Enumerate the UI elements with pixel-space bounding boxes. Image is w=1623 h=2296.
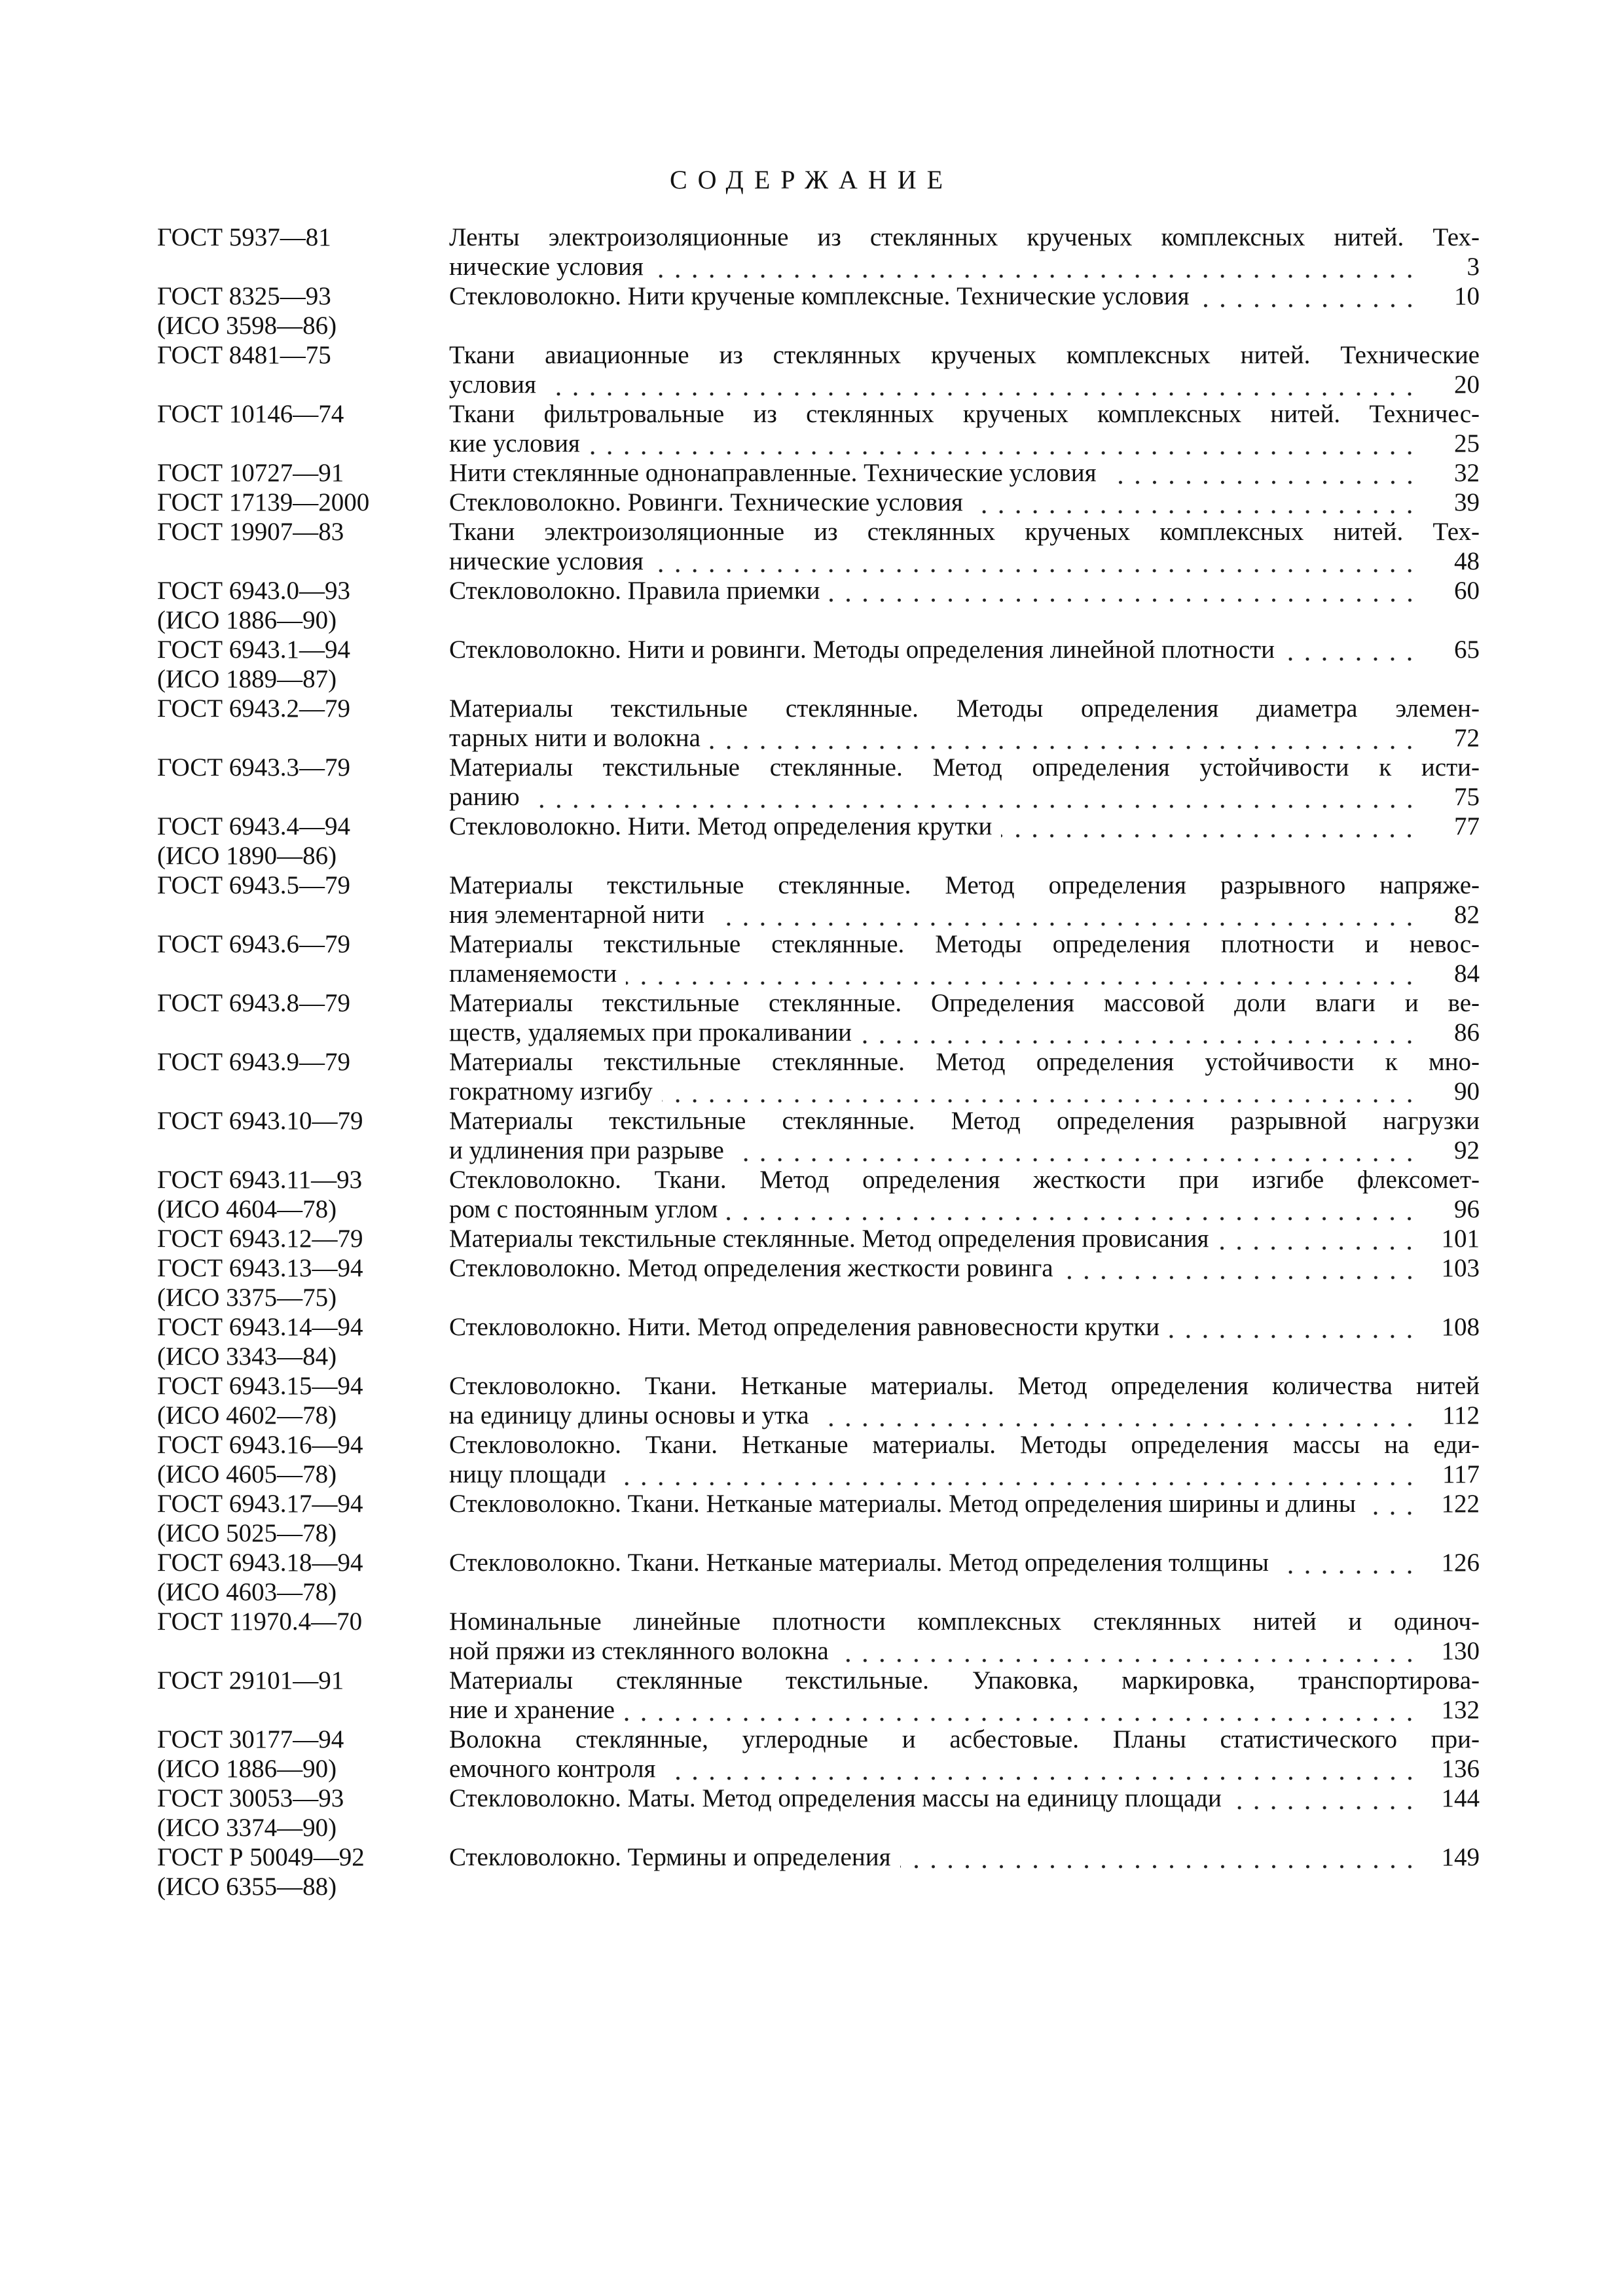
page-number: 132 [1441,1696,1480,1724]
dot-leader [727,1194,1418,1224]
page-number: 101 [1441,1225,1480,1253]
iso-equivalent: (ИСО 4603—78) [157,1578,337,1606]
standard-number: ГОСТ 6943.17—94 [157,1490,363,1518]
entry-title [449,340,1480,399]
page-number: 39 [1454,488,1480,516]
title-line: Материалы текстильные стеклянные. Методы определения диаметра элемен- [449,694,1480,723]
iso-equivalent: (ИСО 5025—78) [157,1519,337,1547]
standard-codes [157,1725,449,1784]
standard-codes [157,1842,449,1901]
entry-title [449,1784,1480,1813]
page-number: 65 [1454,636,1480,664]
dot-leader [653,252,1418,281]
entry-title [449,1047,1480,1106]
title-line: Ленты электроизоляционные из стеклянных крученых комплексных нитей. Тех- [449,223,1480,251]
standard-codes [157,340,449,370]
standard-codes [157,753,449,782]
dot-leader [1284,635,1418,664]
title-line: нические условия [449,253,644,281]
standard-codes [157,1489,449,1548]
title-line: Материалы текстильные стеклянные. Метод определения разрывного напряже- [449,871,1480,899]
standard-number: ГОСТ 11970.4—70 [157,1607,363,1636]
page-number: 103 [1441,1254,1480,1282]
toc-entry[interactable] [157,1548,1480,1607]
toc-entry[interactable] [157,988,1480,1047]
toc-entry[interactable] [157,1165,1480,1224]
standard-codes [157,635,449,694]
standard-number: ГОСТ 19907—83 [157,518,344,546]
dot-leader [733,1136,1418,1165]
page-number: 108 [1441,1313,1480,1341]
entry-title [449,1253,1480,1283]
standard-number: ГОСТ 6943.14—94 [157,1313,363,1341]
iso-equivalent: (ИСО 1890—86) [157,842,337,870]
entry-title [449,1842,1480,1872]
entry-title [449,223,1480,281]
toc-entry[interactable] [157,399,1480,458]
standard-number: ГОСТ 8481—75 [157,341,331,369]
standard-number: ГОСТ 6943.5—79 [157,871,351,899]
standard-number: ГОСТ Р 50049—92 [157,1843,365,1871]
page-number: 32 [1454,459,1480,487]
dot-leader [665,1754,1419,1784]
iso-equivalent: (ИСО 3375—75) [157,1283,337,1312]
page-number: 60 [1454,577,1480,605]
standard-codes [157,1106,449,1136]
title-line: нические условия [449,547,644,575]
toc-entry[interactable] [157,458,1480,488]
entry-title [449,1607,1480,1666]
page-number: 86 [1454,1018,1480,1047]
standard-number: ГОСТ 6943.10—79 [157,1107,363,1135]
title-line: Стекловолокно. Ровинги. Технические условия [449,488,963,516]
title-line: и удлинения при разрыве [449,1136,724,1164]
toc-entry[interactable] [157,281,1480,340]
standard-codes [157,1224,449,1253]
dot-leader [1199,281,1418,311]
iso-equivalent: (ИСО 1886—90) [157,606,337,634]
entry-title [449,517,1480,576]
toc-entry[interactable] [157,223,1480,281]
standard-number: ГОСТ 5937—81 [157,223,331,251]
dot-leader [653,547,1418,576]
entry-title [449,1666,1480,1725]
entry-title [449,812,1480,841]
dot-leader [861,1018,1418,1047]
page-number: 149 [1441,1843,1480,1871]
title-line: Материалы текстильные стеклянные. Метод определения устойчивости к исти- [449,753,1480,781]
standard-number: ГОСТ 30053—93 [157,1784,344,1812]
standard-number: ГОСТ 6943.1—94 [157,636,351,664]
entry-title [449,488,1480,517]
page-number: 72 [1454,724,1480,752]
toc-entry[interactable] [157,1371,1480,1430]
toc-entry[interactable] [157,753,1480,812]
standard-codes [157,281,449,340]
standard-codes [157,517,449,547]
title-line: Стекловолокно. Метод определения жесткости ровинга [449,1254,1053,1282]
title-line: ной пряжи из стеклянного волокна [449,1637,829,1665]
entry-title [449,1312,1480,1342]
title-line: кие условия [449,429,580,457]
title-line: пламеняемости [449,960,617,988]
dot-leader [589,429,1418,458]
standard-number: ГОСТ 6943.18—94 [157,1549,363,1577]
page-number: 82 [1454,901,1480,929]
entry-title [449,1106,1480,1165]
standard-codes [157,1548,449,1607]
standard-number: ГОСТ 6943.4—94 [157,812,351,840]
standard-number: ГОСТ 6943.11—93 [157,1166,363,1194]
toc-entry[interactable] [157,1253,1480,1312]
iso-equivalent: (ИСО 3374—90) [157,1814,337,1842]
iso-equivalent: (ИСО 1886—90) [157,1755,337,1783]
title-line: емочного контроля [449,1755,656,1783]
standard-number: ГОСТ 6943.15—94 [157,1372,363,1400]
title-line: Нити стеклянные однонаправленные. Технические условия [449,459,1097,487]
standard-number: ГОСТ 6943.2—79 [157,694,351,723]
iso-equivalent: (ИСО 1889—87) [157,665,337,693]
standard-codes [157,488,449,517]
dot-leader [972,488,1418,517]
dot-leader [1365,1489,1418,1518]
page-number: 20 [1454,370,1480,399]
entry-title [449,1489,1480,1518]
entry-title [449,753,1480,812]
title-line: Стекловолокно. Правила приемки [449,577,820,605]
title-line: Материалы текстильные стеклянные. Метод определения провисания [449,1225,1209,1253]
dot-leader [624,1695,1418,1725]
standard-codes [157,1784,449,1842]
toc-entry[interactable] [157,1224,1480,1253]
title-line: Материалы текстильные стеклянные. Методы определения плотности и невос- [449,930,1480,958]
entry-title [449,988,1480,1047]
iso-equivalent: (ИСО 4602—78) [157,1401,337,1429]
entry-title [449,870,1480,929]
title-line: ранию [449,783,520,811]
standard-codes [157,694,449,723]
title-line: Стекловолокно. Нити. Метод определения крутки [449,812,993,840]
entry-title [449,635,1480,664]
title-line: ницу площади [449,1460,606,1488]
entry-title [449,1548,1480,1577]
dot-leader [838,1636,1418,1666]
title-line: ния элементарной нити [449,901,705,929]
dot-leader [1001,812,1418,841]
dot-leader [1218,1224,1418,1253]
entry-title [449,576,1480,605]
title-line: Стекловолокно. Ткани. Метод определения жесткости при изгибе флексомет- [449,1166,1480,1194]
title-line: Материалы стеклянные текстильные. Упаковка, маркировка, транспортирова- [449,1666,1480,1695]
title-line: Стекловолокно. Нити и ровинги. Методы определения линейной плотности [449,636,1275,664]
toc-entry[interactable] [157,340,1480,399]
dot-leader [1169,1312,1418,1342]
dot-leader [710,723,1418,753]
standard-codes [157,223,449,252]
title-line: Материалы текстильные стеклянные. Метод определения разрывной нагрузки [449,1107,1480,1135]
page-number: 84 [1454,960,1480,988]
dot-leader [1231,1784,1418,1813]
entry-title [449,929,1480,988]
dot-leader [529,782,1418,812]
toc-entry[interactable] [157,1666,1480,1725]
standard-codes [157,1430,449,1489]
standard-number: ГОСТ 6943.16—94 [157,1431,363,1459]
dot-leader [545,370,1418,399]
dot-leader [900,1842,1418,1872]
standard-codes [157,988,449,1018]
standard-codes [157,1371,449,1430]
standard-codes [157,576,449,635]
standard-codes [157,1047,449,1077]
page-title: СОДЕРЖАНИЕ [669,165,954,194]
entry-title [449,694,1480,753]
entry-title [449,1224,1480,1253]
page-number: 92 [1454,1136,1480,1164]
dot-leader [1278,1548,1418,1577]
standard-number: ГОСТ 30177—94 [157,1725,344,1753]
table-of-contents [157,223,1480,1901]
title-line: Стекловолокно. Нити. Метод определения равновесности крутки [449,1313,1160,1341]
toc-entry[interactable] [157,576,1480,635]
page-number: 136 [1441,1755,1480,1783]
dot-leader [1063,1253,1418,1283]
standard-number: ГОСТ 6943.3—79 [157,753,351,781]
page-number: 117 [1442,1460,1480,1488]
toc-entry[interactable] [157,1607,1480,1666]
toc-entry[interactable] [157,517,1480,576]
title-line: Стекловолокно. Ткани. Нетканые материалы. Методы определения массы на еди- [449,1431,1480,1459]
dot-leader [626,959,1418,988]
standard-number: ГОСТ 6943.0—93 [157,577,351,605]
toc-entry[interactable] [157,1047,1480,1106]
toc-entry[interactable] [157,635,1480,694]
standard-number: ГОСТ 10727—91 [157,459,344,487]
toc-entry[interactable] [157,1430,1480,1489]
standard-number: ГОСТ 17139—2000 [157,488,370,516]
title-line: ние и хранение [449,1696,615,1724]
page-number: 75 [1454,783,1480,811]
title-line: тарных нити и волокна [449,724,701,752]
toc-entry[interactable] [157,929,1480,988]
dot-leader [830,576,1418,605]
standard-number: ГОСТ 6943.9—79 [157,1048,351,1076]
title-line: Ткани электроизоляционные из стеклянных крученых комплексных нитей. Тех- [449,518,1480,546]
title-line: Номинальные линейные плотности комплексных стеклянных нитей и одиноч- [449,1607,1480,1636]
toc-entry[interactable] [157,870,1480,929]
standard-codes [157,399,449,429]
entry-title [449,399,1480,458]
title-line: Материалы текстильные стеклянные. Метод определения устойчивости к мно- [449,1048,1480,1076]
title-line: Волокна стеклянные, углеродные и асбестовые. Планы статистического при- [449,1725,1480,1753]
dot-leader [1106,458,1418,488]
title-line: Материалы текстильные стеклянные. Определения массовой доли влаги и ве- [449,989,1480,1017]
standard-number: ГОСТ 10146—74 [157,400,344,428]
title-line: Стекловолокно. Нити крученые комплексные. Технические условия [449,282,1190,310]
page-number: 48 [1454,547,1480,575]
toc-entry[interactable] [157,1725,1480,1784]
standard-number: ГОСТ 6943.6—79 [157,930,351,958]
standard-codes [157,870,449,900]
toc-entry[interactable] [157,694,1480,753]
dot-leader [714,900,1418,929]
page-number: 3 [1467,253,1480,281]
page-number: 130 [1441,1637,1480,1665]
toc-entry[interactable] [157,1106,1480,1165]
title-line: ром с постоянным углом [449,1195,718,1223]
toc-entry[interactable] [157,1312,1480,1371]
standard-codes [157,812,449,870]
iso-equivalent: (ИСО 3598—86) [157,312,337,340]
entry-title [449,1725,1480,1784]
standard-codes [157,1165,449,1224]
dot-leader [662,1077,1418,1106]
standard-number: ГОСТ 6943.8—79 [157,989,351,1017]
standard-number: ГОСТ 6943.12—79 [157,1225,363,1253]
page-number: 96 [1454,1195,1480,1223]
standard-codes [157,929,449,959]
title-line: на единицу длины основы и утка [449,1401,809,1429]
toc-entry[interactable] [157,1842,1480,1901]
standard-number: ГОСТ 29101—91 [157,1666,344,1695]
title-line: Ткани фильтровальные из стеклянных крученых комплексных нитей. Техничес- [449,400,1480,428]
toc-entry[interactable] [157,488,1480,517]
toc-entry[interactable] [157,1784,1480,1842]
title-line: Ткани авиационные из стеклянных крученых комплексных нитей. Технические [449,341,1480,369]
title-line: ществ, удаляемых при прокаливании [449,1018,852,1047]
page-number: 112 [1442,1401,1480,1429]
standard-codes [157,1607,449,1636]
page-number: 90 [1454,1077,1480,1105]
title-line: Стекловолокно. Ткани. Нетканые материалы. Метод определения ширины и длины [449,1490,1356,1518]
dot-leader [818,1401,1418,1430]
title-line: гократному изгибу [449,1077,653,1105]
standard-codes [157,1666,449,1695]
dot-leader [615,1460,1418,1489]
entry-title [449,281,1480,311]
entry-title [449,1165,1480,1224]
title-line: условия [449,370,536,399]
page-number: 126 [1441,1549,1480,1577]
iso-equivalent: (ИСО 4605—78) [157,1460,337,1488]
title-line: Стекловолокно. Маты. Метод определения массы на единицу площади [449,1784,1222,1812]
title-line: Стекловолокно. Ткани. Нетканые материалы. Метод определения толщины [449,1549,1269,1577]
title-line: Стекловолокно. Термины и определения [449,1843,891,1871]
entry-title [449,1430,1480,1489]
standard-codes [157,458,449,488]
iso-equivalent: (ИСО 4604—78) [157,1195,337,1223]
toc-entry[interactable] [157,1489,1480,1548]
standard-number: ГОСТ 8325—93 [157,282,331,310]
standard-codes [157,1312,449,1371]
entry-title [449,1371,1480,1430]
standard-codes [157,1253,449,1312]
page-number: 144 [1441,1784,1480,1812]
toc-entry[interactable] [157,812,1480,870]
title-line: Стекловолокно. Ткани. Нетканые материалы. Метод определения количества нитей [449,1372,1480,1400]
page-number: 25 [1454,429,1480,457]
page-number: 77 [1454,812,1480,840]
standard-number: ГОСТ 6943.13—94 [157,1254,363,1282]
iso-equivalent: (ИСО 3343—84) [157,1342,337,1371]
page-number: 10 [1454,282,1480,310]
entry-title [449,458,1480,488]
iso-equivalent: (ИСО 6355—88) [157,1873,337,1901]
page-number: 122 [1441,1490,1480,1518]
